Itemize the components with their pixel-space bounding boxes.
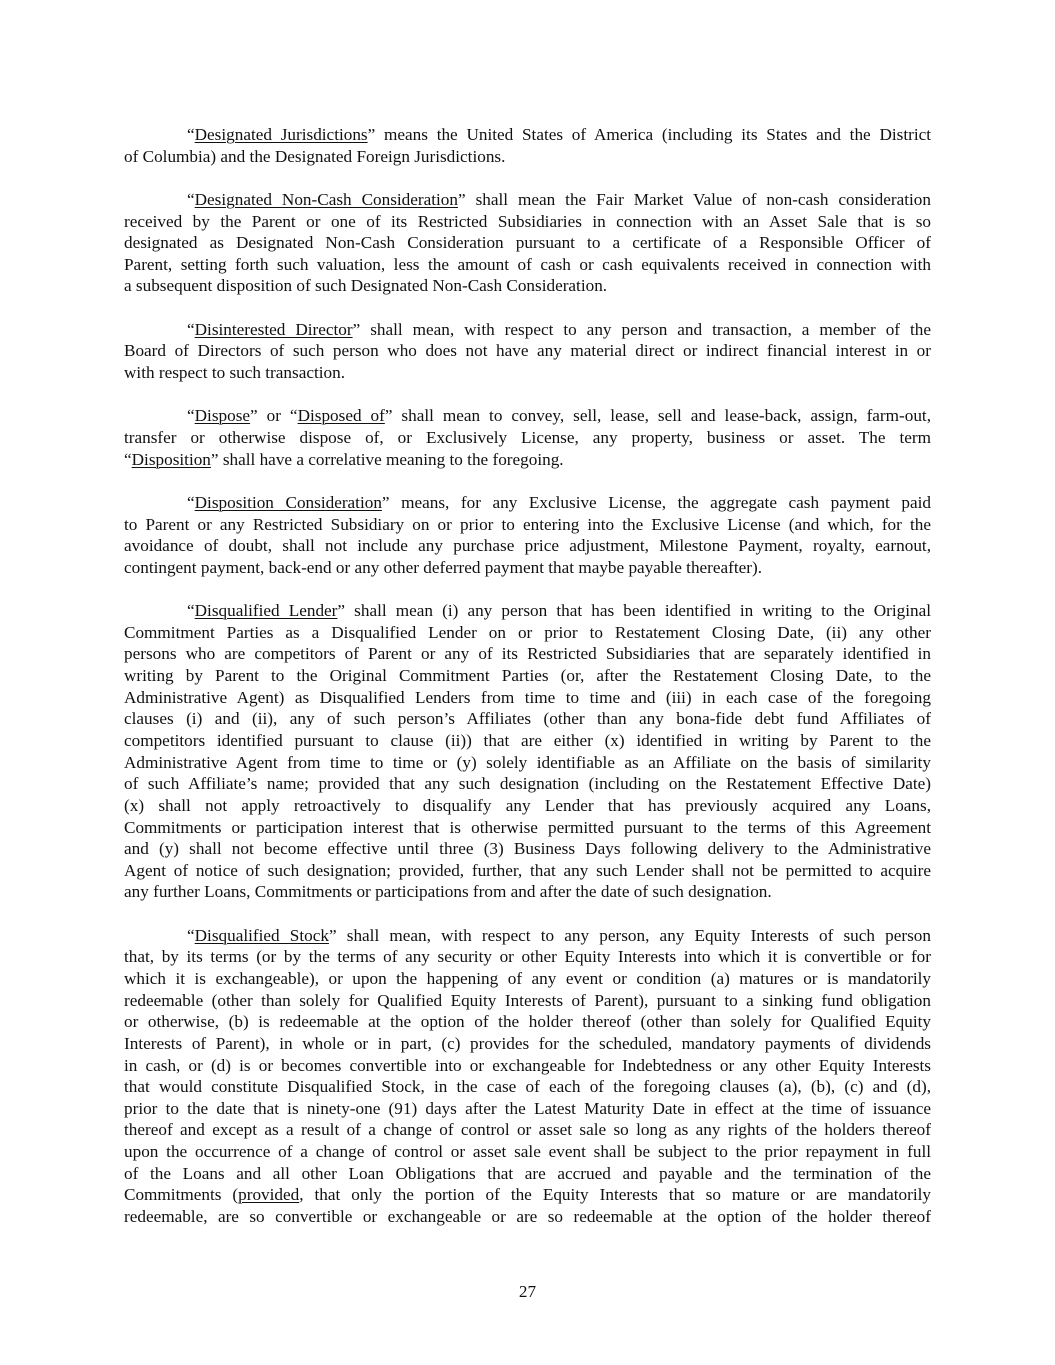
text-segment: redeemable, are so convertible or exchangeable or are so redeemable at the option of the holder thereof <box>124 1207 931 1227</box>
text-line <box>124 319 931 341</box>
text-line <box>124 817 931 839</box>
definition-paragraph <box>124 405 931 470</box>
text-segment: received by the Parent or one of its Restricted Subsidiaries in connection with an Asset Sale that is so <box>124 211 931 231</box>
text-segment: “ <box>187 189 195 209</box>
text-segment: designated as Designated Non-Cash Consideration pursuant to a certificate of a Responsible Officer of <box>124 233 931 253</box>
text-line <box>124 925 931 947</box>
text-line <box>124 1163 931 1185</box>
text-segment: of Columbia) and the Designated Foreign Jurisdictions. <box>124 146 506 166</box>
text-line <box>124 535 931 557</box>
text-segment: that would constitute Disqualified Stock, in the case of each of the foregoing clauses (a), (b), (c) and (d), <box>124 1077 931 1097</box>
text-segment: competitors identified pursuant to clause (ii)) that are either (x) identified in writing by Parent to the <box>124 730 931 750</box>
text-line <box>124 643 931 665</box>
definition-paragraph <box>124 925 931 1228</box>
text-line <box>124 124 931 146</box>
text-segment: Parent, setting forth such valuation, less the amount of cash or cash equivalents received in connection with <box>124 254 931 274</box>
text-segment: ” shall mean the Fair Market Value of non-cash consideration <box>458 189 931 209</box>
text-line <box>124 1033 931 1055</box>
text-line <box>124 492 931 514</box>
definition-paragraph <box>124 189 931 297</box>
text-segment: Administrative Agent) as Disqualified Lenders from time to time and (iii) in each case of the foregoing <box>124 687 931 707</box>
text-line <box>124 1184 931 1206</box>
document-body <box>124 124 931 1249</box>
text-line <box>124 946 931 968</box>
defined-term: Disinterested Director <box>194 319 353 339</box>
text-segment: “ <box>187 925 195 945</box>
defined-term: Disposition <box>131 449 211 469</box>
text-line <box>124 275 931 297</box>
defined-term: Designated Jurisdictions <box>194 125 368 144</box>
text-line <box>124 514 931 536</box>
text-line <box>124 146 931 168</box>
text-segment: Agent of notice of such designation; provided, further, that any such Lender shall not be permitted to acquire <box>124 860 931 880</box>
text-segment: or otherwise, (b) is redeemable at the option of the holder thereof (other than solely for Qualified Equity <box>124 1012 931 1032</box>
text-segment: clauses (i) and (ii), any of such person’s Affiliates (other than any bona-fide debt fund Affiliates of <box>124 709 931 729</box>
text-segment: “ <box>187 492 195 512</box>
text-line <box>124 600 931 622</box>
text-line <box>124 752 931 774</box>
text-segment: persons who are competitors of Parent or any of its Restricted Subsidiaries that are separately identified in <box>124 644 931 664</box>
text-line <box>124 1141 931 1163</box>
text-segment: ” shall mean to convey, sell, lease, sell and lease-back, assign, farm-out, <box>384 406 932 426</box>
text-segment: ” or “ <box>250 406 298 426</box>
text-segment: Board of Directors of such person who does not have any material direct or indirect financial interest in or <box>124 341 931 361</box>
text-line <box>124 449 931 471</box>
text-segment: any further Loans, Commitments or participations from and after the date of such designation. <box>124 882 772 902</box>
text-line <box>124 860 931 882</box>
text-line <box>124 795 931 817</box>
text-segment: ” shall mean, with respect to any person, any Equity Interests of such person <box>328 925 931 945</box>
text-segment: transfer or otherwise dispose of, or Exclusively License, any property, business or asset. The term <box>124 427 931 447</box>
text-line <box>124 211 931 233</box>
defined-term: Disposition Consideration <box>194 492 382 512</box>
text-line <box>124 1055 931 1077</box>
text-segment: thereof and except as a result of a change of control or asset sale so long as any rights of the holders thereof <box>124 1120 931 1140</box>
text-segment: (x) shall not apply retroactively to disqualify any Lender that has previously acquired any Loans, <box>124 795 931 815</box>
text-line <box>124 990 931 1012</box>
text-segment: “ <box>124 449 132 469</box>
text-segment: contingent payment, back-end or any other deferred payment that maybe payable thereafter). <box>124 557 763 577</box>
text-line <box>124 1206 931 1228</box>
defined-term: Disqualified Stock <box>194 925 329 945</box>
defined-term: provided <box>238 1185 300 1205</box>
text-segment: avoidance of doubt, shall not include any purchase price adjustment, Milestone Payment, royalty, earnout, <box>124 536 931 556</box>
defined-term: Disqualified Lender <box>194 601 338 621</box>
defined-term: Disposed of <box>297 406 385 426</box>
text-line <box>124 1098 931 1120</box>
text-segment: “ <box>187 319 195 339</box>
text-segment: of such Affiliate’s name; provided that any such designation (including on the Restatement Effective Date) <box>124 774 931 794</box>
text-segment: “ <box>187 601 195 621</box>
text-segment: prior to the date that is ninety-one (91) days after the Latest Maturity Date in effect at the time of issuance <box>124 1098 931 1118</box>
text-segment: “ <box>187 406 195 426</box>
text-segment: writing by Parent to the Original Commitment Parties (or, after the Restatement Closing Date, to the <box>124 666 931 686</box>
text-segment: upon the occurrence of a change of control or asset sale event shall be subject to the prior repayment in full <box>124 1142 931 1162</box>
text-line <box>124 405 931 427</box>
text-line <box>124 687 931 709</box>
text-line <box>124 665 931 687</box>
text-segment: of the Loans and all other Loan Obligations that are accrued and payable and the termination of the <box>124 1163 931 1183</box>
text-line <box>124 773 931 795</box>
text-segment: ” shall mean (i) any person that has been identified in writing to the Original <box>337 601 931 621</box>
text-line <box>124 232 931 254</box>
text-segment: and (y) shall not become effective until three (3) Business Days following delivery to the Administrative <box>124 839 931 859</box>
text-segment: that, by its terms (or by the terms of any security or other Equity Interests into which it is convertible or for <box>124 947 931 967</box>
text-line <box>124 427 931 449</box>
text-segment: ” shall mean, with respect to any person and transaction, a member of the <box>352 319 931 339</box>
text-line <box>124 189 931 211</box>
text-segment: Commitment Parties as a Disqualified Lender on or prior to Restatement Closing Date, (ii) any other <box>124 622 931 642</box>
text-segment: Administrative Agent from time to time or (y) solely identifiable as an Affiliate on the basis of similarity <box>124 752 931 772</box>
text-segment: in cash, or (d) is or becomes convertible into or exchangeable for Indebtedness or any other Equity Interests <box>124 1055 931 1075</box>
text-line <box>124 1011 931 1033</box>
text-segment: ” means the United States of America (including its States and the District <box>367 125 931 144</box>
text-line <box>124 1119 931 1141</box>
text-line <box>124 622 931 644</box>
definition-paragraph <box>124 319 931 384</box>
text-segment: Commitments or participation interest that is otherwise permitted pursuant to the terms of this Agreement <box>124 817 931 837</box>
text-segment: , that only the portion of the Equity Interests that so mature or are mandatorily <box>299 1185 931 1205</box>
text-segment: which it is exchangeable), or upon the happening of any event or condition (a) matures or is mandatorily <box>124 968 931 988</box>
text-line <box>124 881 931 903</box>
definition-paragraph <box>124 492 931 579</box>
text-segment: to Parent or any Restricted Subsidiary on or prior to entering into the Exclusive License (and which, for the <box>124 514 931 534</box>
text-line <box>124 968 931 990</box>
text-segment: Interests of Parent), in whole or in part, (c) provides for the scheduled, mandatory payments of dividends <box>124 1033 931 1053</box>
text-line <box>124 340 931 362</box>
text-line <box>124 254 931 276</box>
text-line <box>124 838 931 860</box>
text-line <box>124 557 931 579</box>
definition-paragraph <box>124 124 931 167</box>
text-segment: “ <box>187 125 195 144</box>
text-line <box>124 362 931 384</box>
text-line <box>124 730 931 752</box>
text-line <box>124 708 931 730</box>
text-segment: with respect to such transaction. <box>124 363 345 383</box>
text-line <box>124 1076 931 1098</box>
defined-term: Dispose <box>194 406 251 426</box>
text-segment: Commitments ( <box>124 1185 239 1205</box>
text-segment: a subsequent disposition of such Designated Non-Cash Consideration. <box>124 276 608 296</box>
page-number: 27 <box>518 1282 537 1301</box>
text-segment: ” shall have a correlative meaning to the foregoing. <box>210 449 564 469</box>
text-segment: redeemable (other than solely for Qualified Equity Interests of Parent), pursuant to a sinking fund obligation <box>124 990 931 1010</box>
defined-term: Designated Non-Cash Consideration <box>194 189 458 209</box>
definition-paragraph <box>124 600 931 903</box>
text-segment: ” means, for any Exclusive License, the aggregate cash payment paid <box>381 492 931 512</box>
